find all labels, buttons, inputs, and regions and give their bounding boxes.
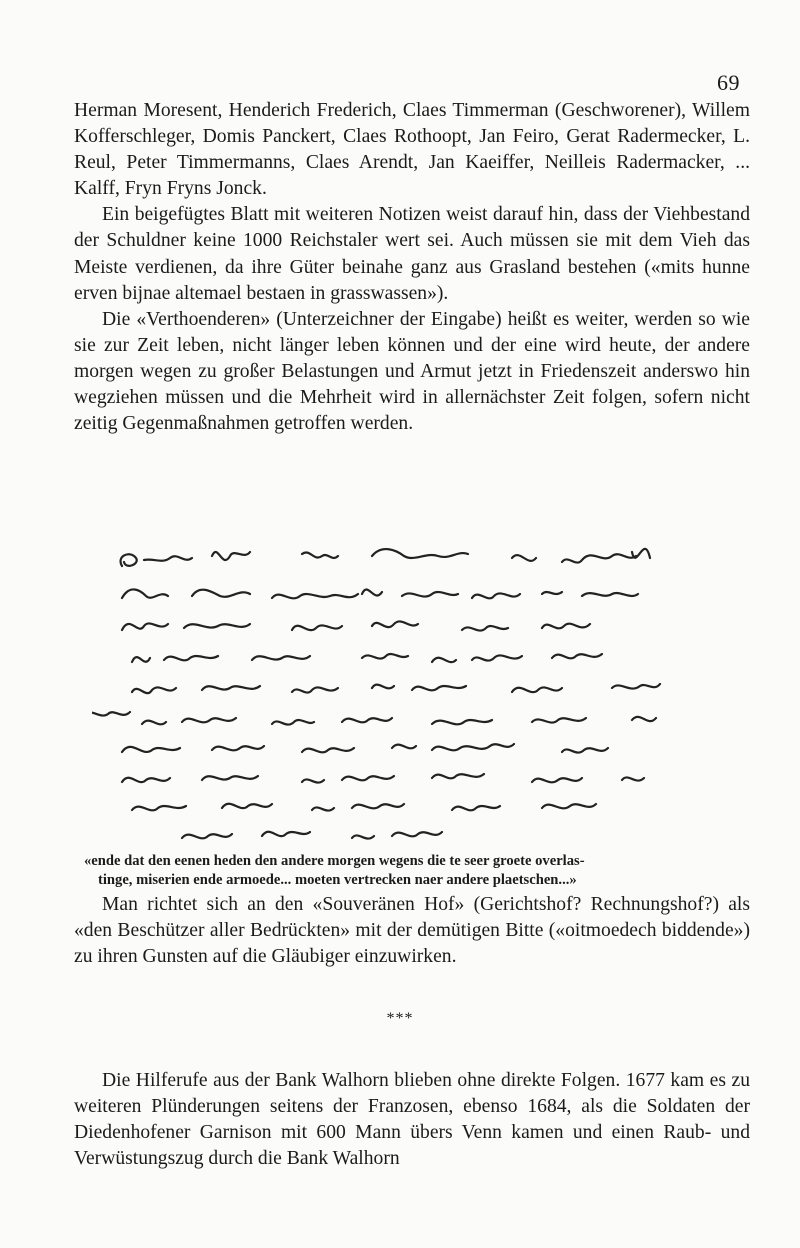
paragraph-livestock: Ein beigefügtes Blatt mit weiteren Notizen weist darauf hin, dass der Viehbestand der Schuldner keine 1000 Reichstaler wert sei. Auch müssen sie mit dem Vieh das Meiste verdienen, da ihre Güter beinahe ganz aus Grasland bestehen («mits hunne erven bijnae altemael bestaen in grasswassen»). <box>74 204 750 304</box>
text-block-middle <box>74 892 750 970</box>
paragraph-hilferufe: Die Hilferufe aus der Bank Walhorn blieben ohne direkte Folgen. 1677 kam es zu weiteren Plünderungen seitens der Franzosen, ebenso 1684, als die Soldaten der Diedenhofener Garnison mit 600 Mann übers Venn kamen und einen Raub- und Verwüstungszug durch die Bank Walhorn <box>74 1070 750 1170</box>
section-separator: *** <box>386 1010 414 1027</box>
paragraph-petitioners: Die «Verthoenderen» (Unterzeichner der Eingabe) heißt es weiter, werden so wie sie zur Zeit leben, nicht länger leben können und der eine wird heute, der andere morgen wegen zu großer Belastungen und Armut jetzt in Friedenszeit anderswo hin wegziehen müssen und die Mehrheit wird in allernächster Zeit folgen, sofern nicht zeitig Gegenmaßnahmen getroffen werden. <box>74 308 750 435</box>
paragraph-name-list: Herman Moresent, Henderich Frederich, Claes Timmerman (Geschworener), Willem Kofferschleger, Domis Panckert, Claes Rothoopt, Jan Feiro, Gerat Radermecker, L. Reul, Peter Timmermanns, Claes Arendt, Jan Kaeiffer, Neilleis Radermacker, ... Kalff, Fryn Fryns Jonck. <box>74 100 750 200</box>
text-block-upper <box>74 98 750 437</box>
caption-line-1: «ende dat den eenen heden den andere morgen wegens die te seer groete overlas- <box>84 853 585 869</box>
manuscript-facsimile <box>92 538 732 856</box>
paragraph-souveraener-hof: Man richtet sich an den «Souveränen Hof» (Gerichtshof? Rechnungshof?) als «den Beschützer aller Bedrückten» mit der demütigen Bitte («oitmoedech biddende») zu ihren Gunsten auf die Gläubiger einzuwirken. <box>74 894 750 968</box>
text-block-lower <box>74 1068 750 1172</box>
caption-line-2: tinge, miserien ende armoede... moeten vertrecken naer andere plaetschen...» <box>98 872 577 888</box>
manuscript-caption <box>84 852 730 890</box>
page-number: 69 <box>717 70 740 95</box>
